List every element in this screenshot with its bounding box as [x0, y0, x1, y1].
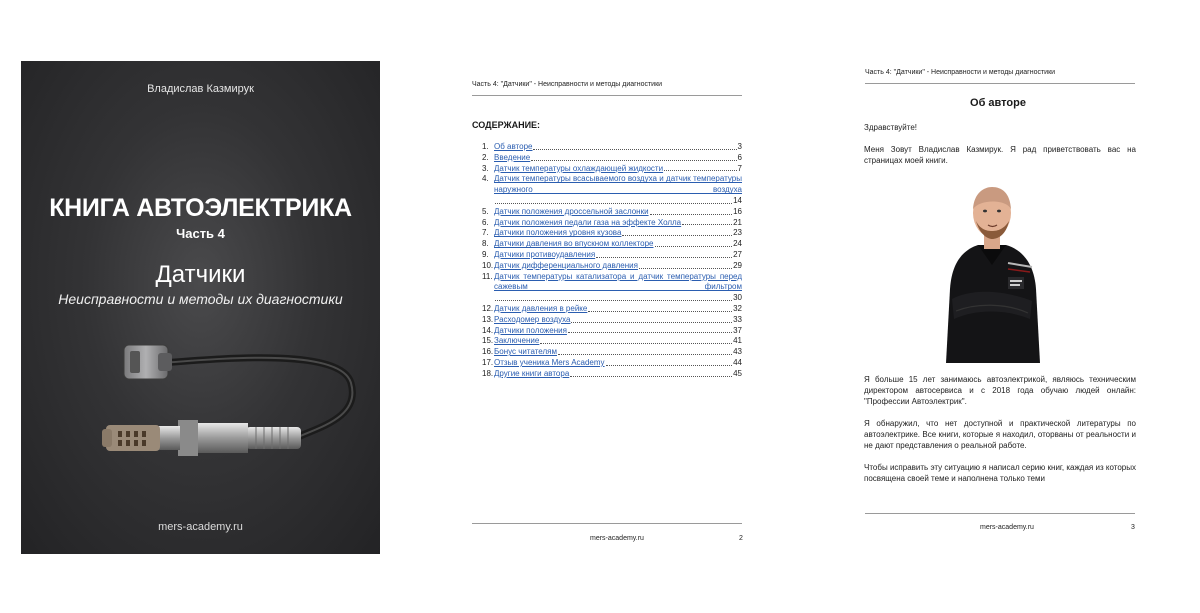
toc-link[interactable]: Датчик температуры охлаждающей жидкости: [494, 163, 664, 173]
toc-number: 12.: [482, 303, 494, 313]
toc-page-number: 45: [733, 368, 742, 378]
toc-item[interactable]: [482, 369, 742, 380]
toc-page-number: 24: [733, 239, 742, 249]
toc-link[interactable]: Об авторе: [494, 142, 533, 151]
book-cover: [21, 61, 380, 554]
cover-title: КНИГА АВТОЭЛЕКТРИКА: [49, 194, 352, 222]
toc-page-number: 3: [737, 142, 742, 151]
toc-leader: [540, 343, 732, 344]
toc-leader: [588, 311, 732, 312]
toc-page-number: 43: [733, 347, 742, 357]
toc-number: 5.: [482, 206, 489, 216]
toc-leader: [664, 170, 736, 171]
toc-page-number: 6: [737, 152, 742, 162]
toc-leader: [655, 246, 733, 247]
toc-leader: [639, 268, 732, 269]
toc-item[interactable]: [482, 164, 742, 175]
toc-page-number: 16: [733, 206, 742, 216]
toc-leader: [682, 224, 732, 225]
cover-part: Часть 4: [176, 226, 225, 241]
toc-page-number: 23: [733, 228, 742, 238]
header-divider: [472, 95, 742, 96]
toc-number: 16.: [482, 347, 494, 357]
toc-page-number: 41: [733, 336, 742, 346]
toc-number: 15.: [482, 336, 494, 346]
toc-number: 9.: [482, 249, 489, 259]
toc-item[interactable]: [482, 239, 742, 250]
footer-divider: [865, 513, 1135, 514]
toc-list: [482, 142, 742, 380]
bio-paragraph-3: Чтобы исправить эту ситуацию я написал серию книг, каждая из которых посвящена своей теме и наполнена только теми: [864, 463, 1136, 483]
bio-paragraph-2: Я обнаружил, что нет доступной и практической литературы по автоэлектрике. Все книги, которые я находил, оторваны от реальности и не дают представления о реальной работе.: [864, 419, 1136, 450]
toc-item[interactable]: [482, 228, 742, 239]
footer-divider: [472, 523, 742, 524]
toc-page-number: 27: [733, 249, 742, 259]
toc-heading: СОДЕРЖАНИЕ:: [472, 120, 541, 130]
toc-page-number: 33: [733, 314, 742, 324]
toc-link[interactable]: Отзыв ученика Mers Academy: [494, 357, 605, 367]
toc-link[interactable]: Бонус читателям: [494, 347, 557, 357]
toc-number: 6.: [482, 217, 489, 227]
toc-item[interactable]: [482, 261, 742, 272]
toc-item[interactable]: [482, 250, 742, 261]
toc-leader: [571, 322, 732, 323]
toc-item[interactable]: [482, 153, 742, 164]
toc-item[interactable]: [482, 358, 742, 369]
header-divider: [865, 83, 1135, 84]
toc-page-number: 44: [733, 357, 742, 367]
toc-link[interactable]: Другие книги автора: [494, 368, 570, 378]
toc-link[interactable]: Расходомер воздуха: [494, 314, 571, 324]
cover-subject: Датчики: [155, 261, 246, 288]
toc-link[interactable]: Датчик температуры катализатора и датчик температуры перед сажевым фильтром: [494, 271, 742, 292]
toc-item[interactable]: [482, 142, 742, 153]
toc-page-number: 30: [733, 293, 742, 303]
toc-link[interactable]: Заключение: [494, 336, 540, 346]
toc-number: 11.: [482, 271, 493, 281]
toc-number: 2.: [482, 152, 489, 162]
toc-number: 14.: [482, 325, 494, 335]
greeting-text: Здравствуйте!: [864, 123, 918, 132]
toc-number: 7.: [482, 228, 489, 238]
toc-page-number: 37: [733, 325, 742, 335]
toc-number: 8.: [482, 239, 489, 249]
toc-link[interactable]: Введение: [494, 152, 531, 162]
toc-item[interactable]: [482, 207, 742, 218]
toc-link[interactable]: Датчик давления в рейке: [494, 303, 588, 313]
toc-page: [450, 61, 760, 554]
toc-leader: [558, 354, 732, 355]
toc-number: 17.: [482, 357, 494, 367]
toc-link[interactable]: Датчики положения уровня кузова: [494, 228, 622, 238]
toc-page-number: 14: [733, 195, 742, 205]
toc-leader: [650, 214, 733, 215]
bio-paragraph-1: Я больше 15 лет занимаюсь автоэлектрикой, являюсь техническим директором автосервиса и с 2018 года обучаю людей онлайн: "Профессии Автоэлектрик".: [864, 375, 1136, 406]
page-number: 2: [739, 535, 743, 542]
page-number: 3: [1131, 524, 1135, 531]
toc-leader: [495, 203, 732, 204]
toc-item[interactable]: [482, 326, 742, 337]
toc-link[interactable]: Датчик положения педали газа на эффекте Холла: [494, 217, 682, 227]
toc-link[interactable]: Датчики противоудавления: [494, 249, 596, 259]
toc-item[interactable]: [482, 304, 742, 315]
footer-site: mers-academy.ru: [590, 535, 644, 542]
toc-page-number: 7: [737, 163, 742, 173]
about-page: [848, 55, 1148, 548]
toc-leader: [531, 160, 736, 161]
toc-leader: [570, 376, 732, 377]
footer-site: mers-academy.ru: [980, 524, 1034, 531]
toc-leader: [596, 257, 732, 258]
toc-leader: [622, 235, 732, 236]
toc-item[interactable]: [482, 315, 742, 326]
toc-item[interactable]: [482, 336, 742, 347]
oxygen-sensor-illustration: [66, 323, 366, 483]
toc-number: 13.: [482, 314, 494, 324]
running-header: Часть 4: "Датчики" - Неисправности и методы диагностики: [472, 81, 663, 88]
toc-item[interactable]: [482, 347, 742, 358]
toc-link[interactable]: Датчик положения дроссельной заслонки: [494, 206, 649, 216]
toc-link[interactable]: Датчики положения: [494, 325, 567, 335]
cover-site: mers-academy.ru: [158, 521, 243, 533]
toc-leader: [533, 149, 736, 150]
toc-page-number: 29: [733, 260, 742, 270]
cover-description: Неисправности и методы их диагностики: [58, 291, 343, 307]
toc-link[interactable]: Датчик дифференциального давления: [494, 260, 638, 270]
toc-link[interactable]: Датчики давления во впускном коллекторе: [494, 239, 654, 249]
author-photo: [936, 179, 1048, 363]
toc-number: 4.: [482, 174, 489, 184]
toc-page-number: 32: [733, 303, 742, 313]
toc-number: 1.: [482, 142, 489, 151]
toc-item[interactable]: [482, 174, 742, 206]
intro-text: Меня Зовут Владислав Казмирук. Я рад приветствовать вас на страницах моей книги.: [864, 145, 1136, 165]
toc-leader: [568, 332, 732, 333]
toc-leader: [495, 300, 732, 301]
cover-author: Владислав Казмирук: [147, 83, 254, 95]
toc-number: 3.: [482, 163, 489, 173]
toc-number: 18.: [482, 368, 494, 378]
about-title: Об авторе: [970, 97, 1026, 109]
toc-item[interactable]: [482, 218, 742, 229]
toc-leader: [606, 365, 733, 366]
running-header: Часть 4: "Датчики" - Неисправности и методы диагностики: [865, 69, 1056, 76]
toc-number: 10.: [482, 260, 494, 270]
toc-page-number: 21: [733, 217, 742, 227]
toc-item[interactable]: [482, 272, 742, 304]
toc-link[interactable]: Датчик температуры всасываемого воздуха и датчик температуры наружного воздуха: [494, 174, 742, 195]
